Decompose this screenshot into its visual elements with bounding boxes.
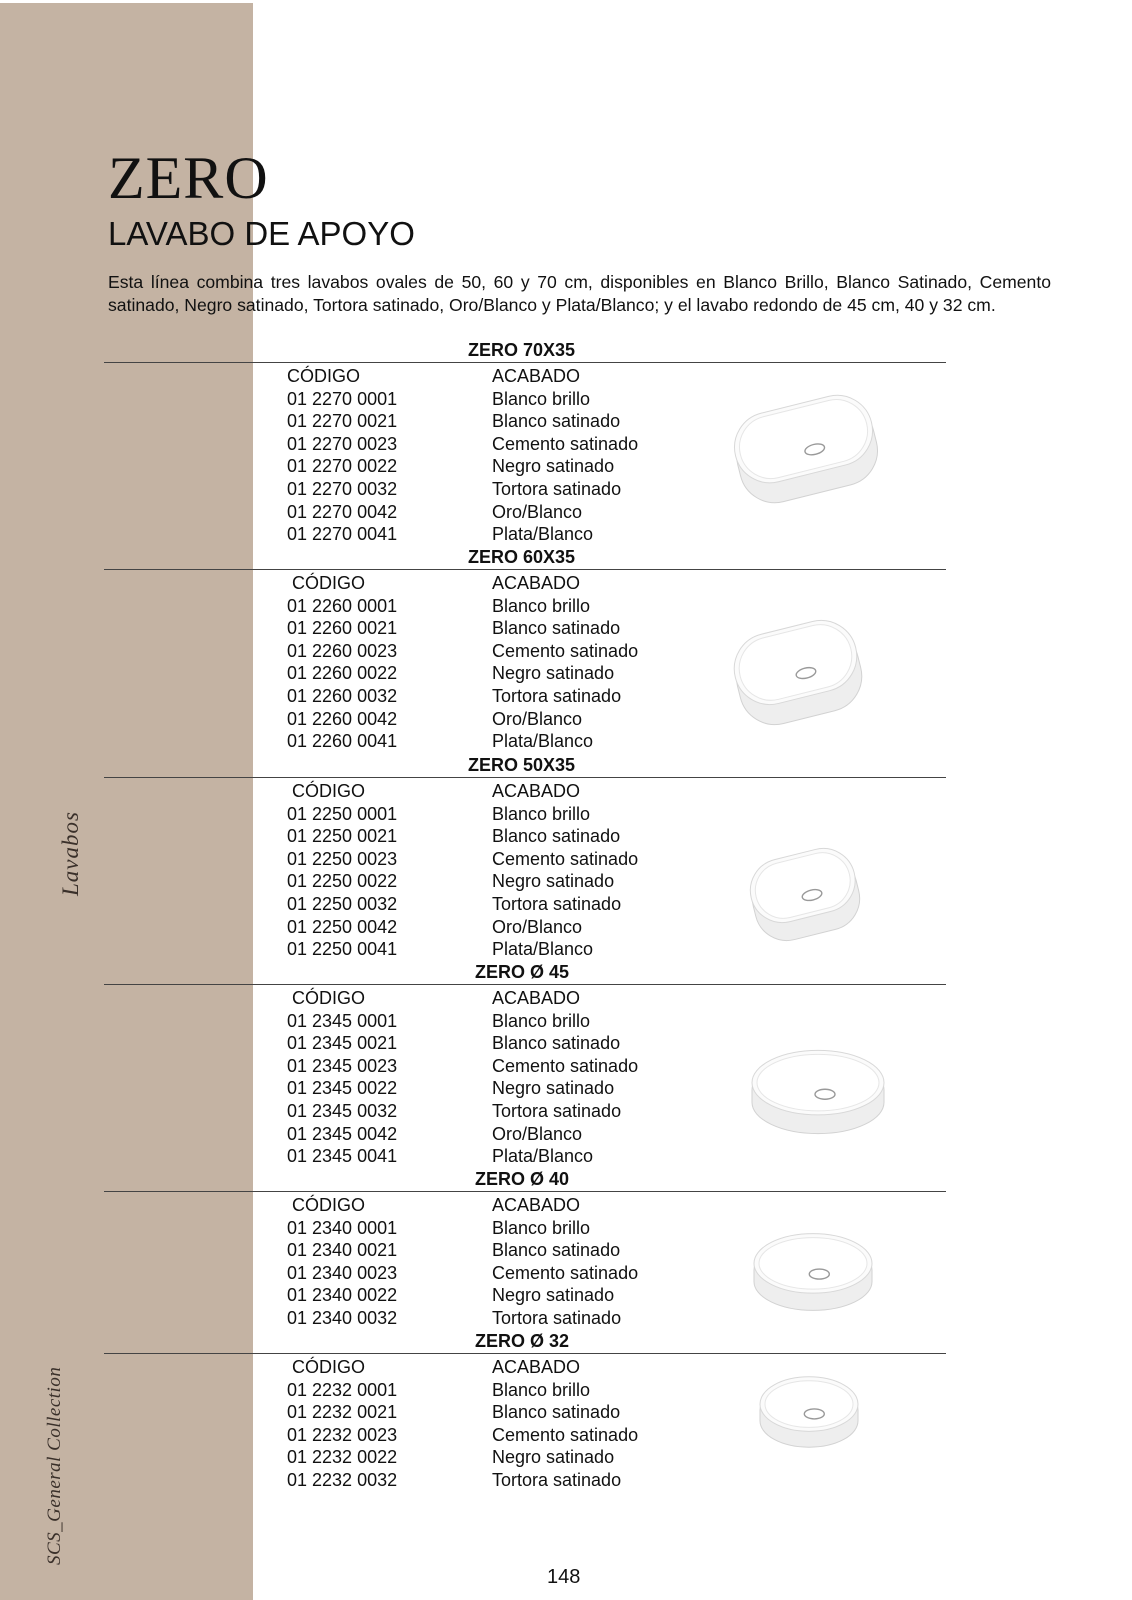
product-finish: Cemento satinado	[492, 640, 639, 661]
product-finish: Negro satinado	[492, 456, 615, 477]
product-code: 01 2250 0001	[287, 803, 398, 824]
page-number: 148	[547, 1566, 581, 1588]
column-header-finish: ACABADO	[492, 988, 581, 1008]
column-header-code: CÓDIGO	[287, 366, 361, 386]
product-finish: Cemento satinado	[492, 1262, 639, 1283]
section-divider	[104, 569, 946, 570]
product-code: 01 2340 0032	[287, 1308, 398, 1328]
section-divider	[104, 984, 946, 985]
product-code: 01 2250 0022	[287, 871, 398, 892]
product-finish: Blanco satinado	[492, 411, 621, 432]
product-finish: Blanco satinado	[492, 1033, 621, 1054]
product-code: 01 2270 0041	[287, 524, 398, 545]
column-header-code: CÓDIGO	[292, 1357, 366, 1377]
page-subtitle: LAVABO DE APOYO	[108, 215, 415, 252]
section-title: ZERO 60X35	[468, 547, 576, 567]
page-title: ZERO	[108, 145, 269, 211]
section-title: ZERO Ø 40	[475, 1169, 570, 1189]
product-code: 01 2250 0023	[287, 848, 398, 869]
product-finish: Blanco brillo	[492, 388, 591, 409]
product-code: 01 2250 0021	[287, 826, 398, 847]
section-divider	[104, 1353, 946, 1354]
sidebar-collection-label: SCS_General Collection	[44, 1366, 65, 1565]
product-code: 01 2340 0001	[287, 1217, 398, 1238]
product-finish: Blanco satinado	[492, 826, 621, 847]
product-finish: Negro satinado	[492, 1078, 615, 1099]
product-code: 01 2260 0032	[287, 686, 398, 706]
product-code: 01 2345 0022	[287, 1078, 398, 1099]
product-finish: Tortora satinado	[492, 1308, 622, 1328]
washbasin-image	[750, 1224, 876, 1320]
product-code: 01 2345 0042	[287, 1123, 398, 1144]
product-code: 01 2345 0001	[287, 1010, 398, 1031]
product-code: 01 2270 0042	[287, 501, 398, 522]
product-code: 01 2260 0021	[287, 618, 398, 639]
washbasin-image	[722, 615, 874, 730]
product-finish: Plata/Blanco	[492, 731, 594, 752]
product-code: 01 2345 0021	[287, 1033, 398, 1054]
product-code: 01 2340 0022	[287, 1285, 398, 1306]
section-divider	[104, 362, 946, 363]
column-header-code: CÓDIGO	[292, 1195, 366, 1215]
product-code: 01 2232 0021	[287, 1402, 398, 1423]
product-code: 01 2260 0042	[287, 708, 398, 729]
column-header-finish: ACABADO	[492, 573, 581, 593]
product-code: 01 2270 0023	[287, 433, 398, 454]
product-finish: Blanco brillo	[492, 803, 591, 824]
product-finish: Negro satinado	[492, 1285, 615, 1306]
product-finish: Blanco satinado	[492, 618, 621, 639]
product-finish: Tortora satinado	[492, 1101, 622, 1121]
product-finish: Tortora satinado	[492, 894, 622, 914]
product-finish: Cemento satinado	[492, 433, 639, 454]
product-finish: Tortora satinado	[492, 479, 622, 499]
product-finish: Negro satinado	[492, 663, 615, 684]
product-code: 01 2260 0041	[287, 731, 398, 752]
product-finish: Cemento satinado	[492, 848, 639, 869]
product-code: 01 2345 0023	[287, 1055, 398, 1076]
column-header-code: CÓDIGO	[292, 573, 366, 593]
product-finish: Plata/Blanco	[492, 1146, 594, 1167]
column-header-code: CÓDIGO	[292, 781, 366, 801]
section-title: ZERO 50X35	[468, 755, 576, 775]
product-finish: Plata/Blanco	[492, 939, 594, 960]
product-finish: Blanco brillo	[492, 1010, 591, 1031]
column-header-finish: ACABADO	[492, 1195, 581, 1215]
product-code: 01 2250 0032	[287, 894, 398, 914]
sidebar-category-label: Lavabos	[58, 811, 83, 896]
product-code: 01 2250 0041	[287, 939, 398, 960]
intro-paragraph: Esta línea combina tres lavabos ovales de 50, 60 y 70 cm, disponibles en Blanco Brillo, Blanco Satinado, Cemento satinado, Negro satinado, Tortora satinado, Oro/Blanco y Plata/Blanco; y el lavabo redondo de 45 cm, 40 y 32 cm.	[108, 272, 1051, 315]
washbasin-image	[756, 1368, 862, 1456]
product-finish: Cemento satinado	[492, 1055, 639, 1076]
product-code: 01 2340 0023	[287, 1262, 398, 1283]
product-finish: Oro/Blanco	[492, 708, 583, 729]
product-finish: Blanco satinado	[492, 1240, 621, 1261]
product-code: 01 2232 0022	[287, 1447, 398, 1468]
washbasin-image	[738, 843, 872, 946]
product-code: 01 2232 0023	[287, 1424, 398, 1445]
column-header-code: CÓDIGO	[292, 988, 366, 1008]
section-title: ZERO Ø 32	[475, 1331, 570, 1351]
product-code: 01 2260 0001	[287, 595, 398, 616]
product-finish: Blanco brillo	[492, 595, 591, 616]
product-code: 01 2345 0041	[287, 1146, 398, 1167]
product-code: 01 2345 0032	[287, 1101, 398, 1121]
product-code: 01 2270 0032	[287, 479, 398, 499]
product-finish: Negro satinado	[492, 871, 615, 892]
section-divider	[104, 1191, 946, 1192]
product-code: 01 2260 0023	[287, 640, 398, 661]
product-code: 01 2270 0022	[287, 456, 398, 477]
washbasin-image	[748, 1040, 888, 1144]
section-title: ZERO Ø 45	[475, 962, 570, 982]
product-finish: Negro satinado	[492, 1447, 615, 1468]
product-finish: Oro/Blanco	[492, 916, 583, 937]
product-finish: Oro/Blanco	[492, 1123, 583, 1144]
product-code: 01 2270 0021	[287, 411, 398, 432]
product-code: 01 2250 0042	[287, 916, 398, 937]
product-finish: Blanco satinado	[492, 1402, 621, 1423]
section-title: ZERO 70X35	[468, 340, 576, 360]
product-finish: Blanco brillo	[492, 1379, 591, 1400]
product-code: 01 2232 0001	[287, 1379, 398, 1400]
product-finish: Oro/Blanco	[492, 501, 583, 522]
product-code: 01 2270 0001	[287, 388, 398, 409]
product-code: 01 2340 0021	[287, 1240, 398, 1261]
column-header-finish: ACABADO	[492, 1357, 581, 1377]
product-code: 01 2232 0032	[287, 1470, 398, 1490]
product-finish: Tortora satinado	[492, 1470, 622, 1490]
product-finish: Cemento satinado	[492, 1424, 639, 1445]
column-header-finish: ACABADO	[492, 781, 581, 801]
washbasin-image	[722, 392, 890, 506]
product-finish: Tortora satinado	[492, 686, 622, 706]
product-finish: Plata/Blanco	[492, 524, 594, 545]
section-divider	[104, 777, 946, 778]
product-finish: Blanco brillo	[492, 1217, 591, 1238]
column-header-finish: ACABADO	[492, 366, 581, 386]
product-code: 01 2260 0022	[287, 663, 398, 684]
